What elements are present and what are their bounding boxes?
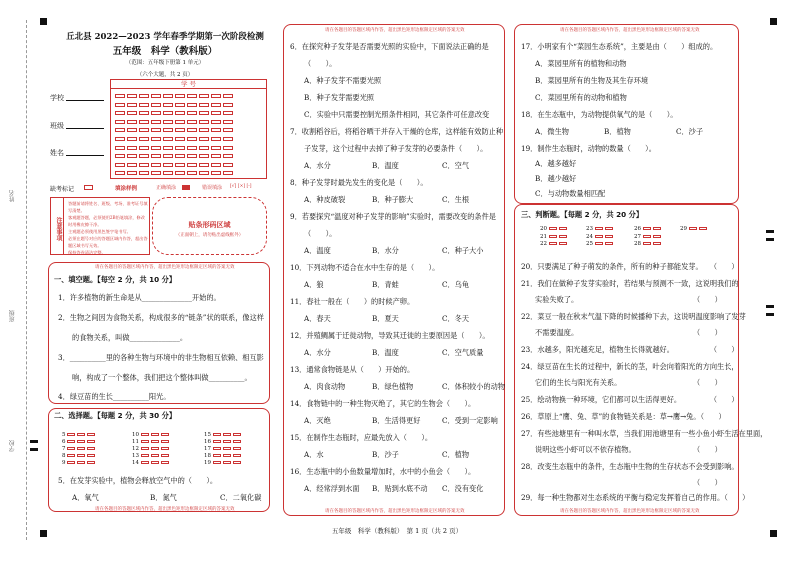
q18-text: 18．在生态瓶中，为动物提供氧气的是（ ）。 — [521, 110, 678, 119]
q-number: 28 — [634, 241, 641, 247]
q8-option-c: C．生根 — [442, 195, 470, 204]
q28-paren: （ ） — [693, 478, 722, 487]
q-number: 10 — [132, 432, 139, 438]
margin-class-label: 班级 — [9, 310, 16, 322]
choice-row[interactable] — [62, 453, 97, 460]
alignment-mark — [30, 448, 38, 451]
choice-col-1[interactable] — [62, 432, 97, 467]
q5-option-b: B．氮气 — [150, 493, 177, 502]
q12-text: 12．并殖鲷属于迁徙动物，导致其迁徙的主要原因是（ ）。 — [290, 331, 490, 340]
tf-row[interactable] — [680, 226, 709, 234]
q16-text: 16．生态瓶中的小鱼数量增加时，水中的小鱼会（ ）。 — [290, 467, 476, 476]
choice-col-2[interactable] — [132, 432, 171, 467]
q9-text: 9．若要探究“温度对种子发芽的影响”实验时，需要改变的条件是 — [290, 212, 496, 221]
q24-text: 24．绿豆苗在生长的过程中，新长的茎，叶会向着阳光的方向生长， — [521, 362, 739, 371]
q18-option-a: A．微生物 — [535, 127, 569, 136]
absent-box[interactable] — [84, 185, 93, 190]
q27-text: 27．有些池塘里有一种叫水草，当我们用池塘里有一些小鱼小虾生活在里面， — [521, 429, 768, 438]
q16-option-b: B．贴到水底不动 — [372, 484, 428, 493]
q-number: 13 — [132, 453, 139, 459]
choice-row[interactable] — [62, 432, 97, 439]
q27-text-cont: 说明这些小虾可以不依存植物。 — [535, 445, 636, 454]
q21-paren: （ ） — [693, 295, 722, 304]
school-label: 学校 — [50, 94, 64, 102]
q19-text: 19．制作生态瓶时，动物的数量（ ）。 — [521, 144, 656, 153]
tf-row[interactable] — [540, 241, 569, 249]
warning-top-left: 请在各题目的答题区域内作答，超出黑色矩形边框限定区域的答案无效 — [95, 265, 235, 270]
q26-text: 26．草原上“鹰、兔、草”的食物链关系是：草→鹰→兔。（ ） — [521, 412, 726, 421]
choice-row[interactable] — [204, 446, 243, 453]
q27-paren: （ ） — [693, 445, 722, 454]
q21-text: 21．我们在做种子发芽实验时，若结果与预测不一致，这说明我们的 — [521, 279, 739, 288]
q19-option-a: A．越多越好 — [535, 159, 577, 168]
q19-option-c: C．与动物数量相匹配 — [535, 189, 606, 198]
q13-text: 13．通常食物链是从（ ）开始的。 — [290, 365, 415, 374]
q-number: 21 — [540, 233, 547, 240]
q-number: 9 — [62, 460, 66, 466]
q19-option-b: B．越少越好 — [535, 174, 577, 183]
alignment-mark — [766, 230, 774, 233]
q17-option-c: C．菜园里所有的动物和植物 — [535, 93, 627, 102]
q11-option-a: A．春天 — [304, 314, 331, 323]
notice-line-3: 主观题必须使用黑色签字笔书写。 — [68, 229, 131, 234]
section3-head: 三、判断题。【每题 2 分，共 20 分】 — [521, 210, 644, 219]
section1-head: 一、填空题。【每空 2 分，共 10 分】 — [54, 275, 177, 284]
q9-text-cont: （ ）。 — [304, 229, 337, 238]
q9-option-a: A．温度 — [304, 246, 331, 255]
q28-text: 28．改变生态瓶中的条件，生态瓶中生物的生存状态不会受到影响。 — [521, 462, 739, 471]
q-number: 14 — [132, 460, 139, 466]
q-number: 23 — [586, 226, 593, 232]
q-number: 5 — [62, 432, 66, 438]
q14-text: 14．食物链中的一种生物灭绝了，其它的生物会（ ）。 — [290, 399, 476, 408]
class-field[interactable] — [66, 128, 104, 129]
fill-right-sample — [182, 185, 190, 190]
fill-sample-label: 填涂样例 — [115, 186, 138, 192]
notice-line-4: 必须在题号对应的答题区域内作答，超出答题区域书写无效。 — [68, 236, 148, 248]
id-digit-rows[interactable] — [111, 89, 266, 181]
q11-text: 11．春社一般在（ ）的时候产卵。 — [290, 297, 415, 306]
alignment-mark — [766, 305, 774, 308]
q22-text-cont: 不需要温度。 — [535, 328, 579, 337]
q22-paren: （ ） — [693, 328, 722, 337]
fill-right-label: 正确填涂 — [156, 185, 177, 191]
q8-text: 8．种子发芽时最先发生的变化是（ ）。 — [290, 178, 428, 187]
q23-text: 23．水越多，阳光越充足，植物生长得就越好。 （ ） — [521, 345, 739, 354]
notice-line-5: 保持答卷清洁完整。 — [68, 250, 106, 255]
q29-text: 29．每一种生物都对生态系统的平衡与稳定发挥着自己的作用。（ ） — [521, 493, 750, 502]
class-label: 班级 — [50, 122, 64, 130]
choice-row[interactable] — [204, 460, 243, 467]
q-number: 29 — [680, 226, 687, 232]
q14-option-b: B．生活得更好 — [372, 416, 421, 425]
q15-option-c: C．植物 — [442, 450, 470, 459]
q7-text: 7．收割稻谷后，将稻谷晒干并存入干燥的仓库，这样能有效防止种 — [290, 127, 504, 136]
tf-grid[interactable] — [540, 226, 710, 246]
tf-row[interactable] — [586, 234, 615, 242]
q-number: 8 — [62, 453, 66, 459]
q3-text-cont: 响，构成了一个整体，我们把这个整体叫做__________。 — [72, 373, 252, 382]
q7-option-a: A．水分 — [304, 161, 331, 170]
margin-name-label: 姓名 — [9, 190, 16, 202]
q-number: 19 — [204, 460, 211, 466]
q6-text: 6．在探究种子发芽是否需要光照的实验中，下面说法正确的是 — [290, 42, 489, 51]
q3-text: 3．__________里的各种生物与环境中的非生物相互依赖、相互影 — [58, 353, 264, 362]
q12-option-a: A．水分 — [304, 348, 331, 357]
q2-text-cont: 的食物关系，叫做______________。 — [72, 333, 188, 342]
alignment-mark — [766, 313, 774, 316]
alignment-mark — [770, 18, 777, 25]
notice-line-2: 客观题答题，必须使用2B铅笔填涂，修改时用橡皮擦干净。 — [68, 215, 145, 227]
choice-row[interactable] — [62, 460, 97, 467]
tf-row[interactable] — [634, 241, 663, 249]
alignment-mark — [30, 440, 38, 443]
q24-paren: （ ） — [693, 378, 722, 387]
q14-option-a: A．灭绝 — [304, 416, 331, 425]
exam-meta: （六个大题，共 2 页） — [136, 72, 194, 78]
q15-option-a: A．水 — [304, 450, 324, 459]
margin-school-label: 学校 — [9, 440, 16, 452]
warning-top-middle: 请在各题目的答题区域内作答，超出黑色矩形边框限定区域的答案无效 — [325, 28, 465, 33]
alignment-mark — [40, 18, 47, 25]
q24-text-cont: 它们的生长与阳光有关系。 — [535, 378, 622, 387]
q-number: 17 — [204, 446, 211, 452]
choice-row[interactable] — [132, 432, 171, 439]
student-id-grid[interactable] — [110, 79, 267, 179]
q11-option-c: C．冬天 — [442, 314, 470, 323]
q18-option-b: B．植物 — [604, 127, 631, 136]
choice-row[interactable] — [204, 439, 243, 446]
q7-text-cont: 子发芽，这个过程中去掉了种子发芽的必要条件（ ）。 — [304, 144, 488, 153]
q7-option-c: C．空气 — [442, 161, 470, 170]
tf-row[interactable] — [586, 226, 615, 234]
q9-option-c: C．种子大小 — [442, 246, 484, 255]
choice-row[interactable] — [62, 439, 97, 446]
section2-head: 二、选择题。【每题 2 分，共 30 分】 — [54, 411, 177, 420]
school-field[interactable] — [66, 100, 104, 101]
fill-wrong-sample: [√] [×] [-] — [230, 184, 252, 189]
q6-option-a: A．种子发芽不需要光照 — [304, 76, 382, 85]
choice-row[interactable] — [132, 460, 171, 467]
q8-option-a: A．种皮破裂 — [304, 195, 346, 204]
notice-head: 注意事项 — [50, 197, 64, 255]
q6-option-c: C．实验中只需要控制光照条件相同，其它条件可任意改变 — [304, 110, 490, 119]
warning-top-right: 请在各题目的答题区域内作答，超出黑色矩形边框限定区域的答案无效 — [560, 28, 700, 33]
q21-text-cont: 实验失败了。 — [535, 295, 579, 304]
warning-bottom-right: 请在各题目的答题区域内作答，超出黑色矩形边框限定区域的答案无效 — [560, 509, 700, 514]
q12-option-b: B．温度 — [372, 348, 399, 357]
q20-text: 20．只要满足了种子萌发的条件，所有的种子都能发芽。 （ ） — [521, 262, 739, 271]
q-number: 22 — [540, 241, 547, 247]
q-number: 27 — [634, 233, 641, 240]
q13-option-b: B．绿色植物 — [372, 382, 414, 391]
q10-text: 10．下列动物不适合在水中生存的是（ ）。 — [290, 263, 440, 272]
q13-option-c: C．体积较小的动物 — [442, 382, 506, 391]
absent-label: 缺考标记 — [50, 186, 75, 193]
tf-row[interactable] — [540, 234, 569, 242]
warning-bottom-middle: 请在各题目的答题区域内作答，超出黑色矩形边框限定区域的答案无效 — [325, 509, 465, 514]
q6-option-b: B．种子发芽需要光照 — [304, 93, 374, 102]
q15-text: 15．在制作生态瓶时，应最先放入（ ）。 — [290, 433, 433, 442]
q25-text: 25．绘动物换一种环境，它们都可以生活得更好。 （ ） — [521, 395, 739, 404]
choice-row[interactable] — [132, 439, 171, 446]
exam-subtitle: 五年级 科学（教科版） — [112, 46, 218, 57]
exam-title: 丘北县 2022—2023 学年春季学期第一次阶段检测 — [66, 32, 264, 42]
q13-option-a: A．肉食动物 — [304, 382, 346, 391]
q10-option-c: C．乌龟 — [442, 280, 470, 289]
q4-text: 4．绿豆苗的生长__________阳光。 — [58, 392, 171, 401]
page-footer: 五年级 科学（教科版） 第 1 页（共 2 页） — [331, 527, 463, 535]
q-number: 20 — [540, 226, 547, 232]
q10-option-b: B．青蛙 — [372, 280, 399, 289]
q16-option-c: C．没有变化 — [442, 484, 484, 493]
q-number: 7 — [62, 446, 66, 452]
alignment-mark — [766, 238, 774, 241]
q-number: 16 — [204, 439, 211, 445]
q1-text: 1．许多植物的新生命是从______________开始的。 — [58, 293, 221, 302]
q9-option-b: B．水分 — [372, 246, 399, 255]
tf-row[interactable] — [634, 234, 663, 242]
q6-text-cont: （ ）。 — [304, 59, 337, 68]
choice-col-3[interactable] — [204, 432, 243, 467]
q16-option-a: A．经常浮到水面 — [304, 484, 360, 493]
q-number: 26 — [634, 226, 641, 232]
barcode-note: （正面朝上，请勿贴出虚线框外） — [175, 233, 244, 238]
q5-option-a: A．氧气 — [72, 493, 99, 502]
q-number: 15 — [204, 432, 211, 438]
q11-option-b: B．夏天 — [372, 314, 399, 323]
q17-option-a: A．菜园里所有的植物和动物 — [535, 59, 627, 68]
q-number: 11 — [132, 439, 139, 445]
margin-dashed-line — [26, 20, 27, 540]
q2-text: 2．生物之间因为食物关系，构成很多的“链条”状的联系，像这样 — [58, 313, 264, 322]
tf-row[interactable] — [634, 226, 663, 234]
barcode-title: 贴条形码区域 — [188, 220, 231, 229]
choice-grid[interactable] — [62, 432, 262, 472]
exam-scope: （范围：五年级下册第 1 单元） — [125, 60, 205, 66]
tf-row[interactable] — [586, 241, 615, 249]
q17-option-b: B．菜园里所有的生物及其生存环境 — [535, 76, 649, 85]
q-number: 12 — [132, 446, 139, 452]
notice-text — [68, 200, 148, 256]
name-field[interactable] — [66, 155, 104, 156]
student-id-label: 学 号 — [111, 80, 266, 89]
q12-option-c: C．空气质量 — [442, 348, 484, 357]
q8-option-b: B．种子膨大 — [372, 195, 414, 204]
q22-text: 22．菜豆一般在秋末气温下降的时候播种下去，这说明温度影响了发芽 — [521, 312, 746, 321]
q18-option-c: C．沙子 — [676, 127, 704, 136]
choice-row[interactable] — [204, 432, 243, 439]
tf-row[interactable] — [540, 226, 569, 234]
q14-option-c: C．受到一定影响 — [442, 416, 498, 425]
q5-option-c: C．二氧化碳 — [220, 493, 262, 502]
q-number: 18 — [204, 453, 211, 459]
fill-wrong-label: 错误填涂 — [202, 185, 223, 191]
q17-text: 17．小明家有个“菜园生态系统”，主要是由（ ）组成的。 — [521, 42, 718, 51]
q15-option-b: B．沙子 — [372, 450, 399, 459]
name-label: 姓名 — [50, 149, 64, 157]
notice-line-1: 答题前请将姓名、班级、考场、准考证号填写清楚。 — [68, 201, 148, 213]
choice-row[interactable] — [204, 453, 243, 460]
q10-option-a: A．狼 — [304, 280, 324, 289]
choice-row[interactable] — [132, 453, 171, 460]
choice-row[interactable] — [132, 446, 171, 453]
q-number: 24 — [586, 233, 593, 240]
q5-text: 5．在发芽实验中，植物会释放空气中的（ ）。 — [58, 476, 218, 485]
q-number: 25 — [586, 241, 593, 247]
warning-bottom-left: 请在各题目的答题区域内作答，超出黑色矩形边框限定区域的答案无效 — [95, 507, 235, 512]
q7-option-b: B．温度 — [372, 161, 399, 170]
choice-row[interactable] — [62, 446, 97, 453]
q-number: 6 — [62, 439, 66, 445]
